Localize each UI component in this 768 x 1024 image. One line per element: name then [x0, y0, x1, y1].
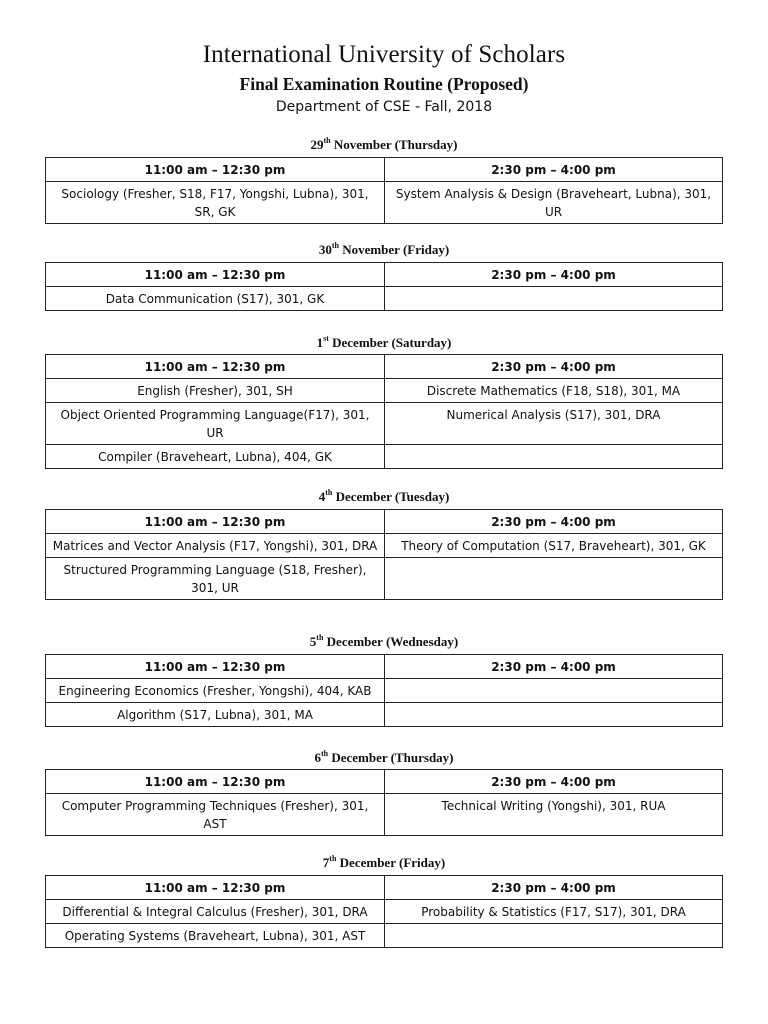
- afternoon-exam: Technical Writing (Yongshi), 301, RUA: [385, 794, 723, 836]
- day-heading: [0, 750, 768, 766]
- afternoon-exam: Theory of Computation (S17, Braveheart), 301, GK: [385, 534, 723, 558]
- schedule-table: [45, 654, 723, 727]
- day-number: 5: [309, 634, 317, 649]
- afternoon-slot: 2:30 pm – 4:00 pm: [385, 263, 723, 287]
- afternoon-exam: Discrete Mathematics (F18, S18), 301, MA: [385, 379, 723, 403]
- exam-row: [46, 534, 723, 558]
- afternoon-slot: 2:30 pm – 4:00 pm: [385, 355, 723, 379]
- day-ordinal: st: [323, 333, 329, 343]
- routine-subtitle: Final Examination Routine (Proposed): [239, 74, 529, 94]
- schedule-table: [45, 354, 723, 469]
- afternoon-exam: Probability & Statistics (F17, S17), 301, DRA: [385, 900, 723, 924]
- time-slot-row: [46, 263, 723, 287]
- morning-exam: Data Communication (S17), 301, GK: [46, 287, 385, 311]
- morning-exam: Object Oriented Programming Language(F17), 301, UR: [46, 403, 385, 445]
- day-label: December (Wednesday): [323, 634, 459, 649]
- morning-exam: Differential & Integral Calculus (Fresher), 301, DRA: [46, 900, 385, 924]
- schedule-table: [45, 769, 723, 836]
- morning-exam: Engineering Economics (Fresher, Yongshi), 404, KAB: [46, 679, 385, 703]
- exam-row: [46, 794, 723, 836]
- exam-row: [46, 445, 723, 469]
- schedule-table: [45, 157, 723, 224]
- afternoon-exam: [385, 445, 723, 469]
- day-ordinal: th: [323, 135, 331, 145]
- day-number: 1: [316, 335, 324, 350]
- morning-slot: 11:00 am – 12:30 pm: [46, 158, 385, 182]
- afternoon-slot: 2:30 pm – 4:00 pm: [385, 655, 723, 679]
- day-ordinal: th: [316, 632, 324, 642]
- document-header: [0, 40, 768, 116]
- time-slot-row: [46, 655, 723, 679]
- afternoon-exam: [385, 703, 723, 727]
- exam-row: [46, 403, 723, 445]
- exam-row: [46, 924, 723, 948]
- morning-slot: 11:00 am – 12:30 pm: [46, 655, 385, 679]
- morning-slot: 11:00 am – 12:30 pm: [46, 770, 385, 794]
- morning-exam: Sociology (Fresher, S18, F17, Yongshi, Lubna), 301, SR, GK: [46, 182, 385, 224]
- morning-exam: Operating Systems (Braveheart, Lubna), 301, AST: [46, 924, 385, 948]
- morning-exam: Structured Programming Language (S18, Fresher), 301, UR: [46, 558, 385, 600]
- day-label: December (Saturday): [328, 335, 452, 350]
- afternoon-exam: System Analysis & Design (Braveheart, Lubna), 301, UR: [385, 182, 723, 224]
- day-number: 6: [314, 750, 321, 765]
- afternoon-slot: 2:30 pm – 4:00 pm: [385, 510, 723, 534]
- day-number: 7: [322, 855, 330, 870]
- day-number: 4: [318, 489, 326, 504]
- day-label: December (Friday): [336, 855, 446, 870]
- morning-exam: Compiler (Braveheart, Lubna), 404, GK: [46, 445, 385, 469]
- day-label: November (Friday): [338, 242, 450, 257]
- afternoon-exam: [385, 287, 723, 311]
- time-slot-row: [46, 355, 723, 379]
- exam-row: [46, 703, 723, 727]
- afternoon-exam: Numerical Analysis (S17), 301, DRA: [385, 403, 723, 445]
- exam-row: [46, 182, 723, 224]
- schedule-table: [45, 509, 723, 600]
- day-heading: [0, 489, 768, 505]
- schedule-table: [45, 262, 723, 311]
- time-slot-row: [46, 510, 723, 534]
- day-number: 30: [318, 242, 332, 257]
- day-ordinal: th: [320, 748, 329, 758]
- morning-slot: 11:00 am – 12:30 pm: [46, 510, 385, 534]
- morning-exam: Computer Programming Techniques (Fresher), 301, AST: [46, 794, 385, 836]
- exam-row: [46, 558, 723, 600]
- day-heading: [0, 634, 768, 650]
- afternoon-exam: [385, 679, 723, 703]
- exam-row: [46, 287, 723, 311]
- university-title: International University of Scholars: [202, 41, 566, 68]
- day-heading: [0, 335, 768, 351]
- time-slot-row: [46, 876, 723, 900]
- day-ordinal: th: [325, 487, 333, 497]
- exam-row: [46, 900, 723, 924]
- afternoon-exam: [385, 924, 723, 948]
- day-label: November (Thursday): [330, 137, 458, 152]
- exam-row: [46, 379, 723, 403]
- afternoon-slot: 2:30 pm – 4:00 pm: [385, 876, 723, 900]
- day-ordinal: th: [331, 240, 339, 250]
- time-slot-row: [46, 158, 723, 182]
- morning-slot: 11:00 am – 12:30 pm: [46, 876, 385, 900]
- day-ordinal: th: [329, 853, 337, 863]
- time-slot-row: [46, 770, 723, 794]
- department-line: Department of CSE - Fall, 2018: [275, 99, 493, 115]
- morning-slot: 11:00 am – 12:30 pm: [46, 355, 385, 379]
- day-number: 29: [310, 137, 324, 152]
- afternoon-slot: 2:30 pm – 4:00 pm: [385, 158, 723, 182]
- morning-exam: Algorithm (S17, Lubna), 301, MA: [46, 703, 385, 727]
- day-label: December (Thursday): [328, 750, 454, 765]
- day-label: December (Tuesday): [332, 489, 450, 504]
- day-heading: [0, 137, 768, 153]
- schedule-table: [45, 875, 723, 948]
- morning-exam: English (Fresher), 301, SH: [46, 379, 385, 403]
- afternoon-slot: 2:30 pm – 4:00 pm: [385, 770, 723, 794]
- day-heading: [0, 855, 768, 871]
- exam-row: [46, 679, 723, 703]
- day-heading: [0, 242, 768, 258]
- morning-slot: 11:00 am – 12:30 pm: [46, 263, 385, 287]
- morning-exam: Matrices and Vector Analysis (F17, Yongshi), 301, DRA: [46, 534, 385, 558]
- afternoon-exam: [385, 558, 723, 600]
